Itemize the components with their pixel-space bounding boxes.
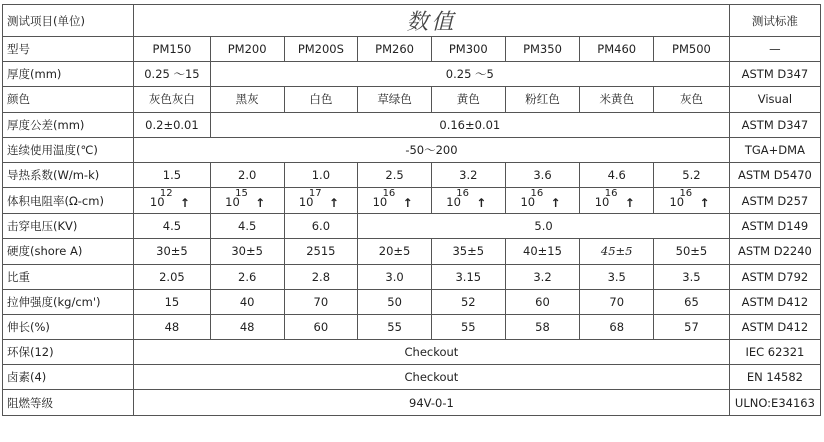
exponent-base: 10: [225, 195, 240, 210]
row-label: 卤素(4): [3, 365, 134, 390]
merged-value-cell: 0.16±0.01: [210, 112, 729, 137]
exponent-value: [593, 188, 641, 210]
breakdown-row: [3, 214, 821, 239]
merged-value-cell: 0.25 ～5: [210, 62, 729, 87]
value-cell: 2.5: [358, 162, 432, 187]
value-cell: 灰色: [654, 87, 730, 112]
row-label: 型号: [3, 37, 134, 62]
standard-cell: ULNO:E34163: [729, 390, 820, 415]
value-cell: 20±5: [358, 239, 432, 264]
value-cell: 30±5: [134, 239, 211, 264]
standard-cell: —: [729, 37, 820, 62]
value-cell: [134, 188, 211, 214]
value-cell: 58: [505, 314, 580, 339]
temperature-row: [3, 137, 821, 162]
value-cell: 2.8: [284, 264, 358, 289]
exponent-value: [667, 188, 715, 210]
merged-value-cell: Checkout: [134, 365, 730, 390]
hardness-row: [3, 239, 821, 264]
spec-table: [2, 4, 821, 416]
value-cell: [210, 188, 284, 214]
value-cell: [284, 188, 358, 214]
standard-cell: ASTM D412: [729, 289, 820, 314]
value-cell: 3.5: [580, 264, 654, 289]
standard-cell: ASTM D149: [729, 214, 820, 239]
value-cell: [580, 188, 654, 214]
value-cell: 4.5: [210, 214, 284, 239]
model-cell: PM260: [358, 37, 432, 62]
row-label: 拉伸强度(kg/cm'): [3, 289, 134, 314]
standard-cell: ASTM D347: [729, 62, 820, 87]
value-cell: 40: [210, 289, 284, 314]
value-cell: 黄色: [431, 87, 505, 112]
value-cell: 60: [505, 289, 580, 314]
env-row: [3, 340, 821, 365]
row-label: 颜色: [3, 87, 134, 112]
merged-value-cell: Checkout: [134, 340, 730, 365]
up-arrow-icon: ↑: [699, 196, 710, 211]
exponent-power: 12: [159, 188, 173, 200]
up-arrow-icon: ↑: [476, 196, 487, 211]
exponent-power: 16: [456, 188, 469, 200]
exponent-base: 10: [372, 195, 388, 210]
row-label: 连续使用温度(℃): [3, 137, 134, 162]
model-cell: PM200: [210, 37, 284, 62]
density-row: [3, 264, 821, 289]
value-cell: 35±5: [431, 239, 505, 264]
exponent-power: 15: [235, 188, 248, 200]
value-cell: 4.5: [134, 214, 211, 239]
exponent-base: 10: [594, 195, 610, 210]
up-arrow-icon: ↑: [402, 196, 413, 211]
row-label: 厚度公差(mm): [3, 112, 134, 137]
row-label: 比重: [3, 264, 134, 289]
value-cell: 草绿色: [358, 87, 432, 112]
value-cell: 50±5: [654, 239, 730, 264]
value-cell: 3.6: [505, 162, 580, 187]
item-header: 测试项目(单位): [3, 5, 134, 37]
value-cell: [505, 188, 580, 214]
value-cell: 粉红色: [505, 87, 580, 112]
value-cell: 2.0: [210, 162, 284, 187]
row-label: 体积电阻率(Ω-cm): [3, 188, 134, 214]
value-cell: 白色: [284, 87, 358, 112]
tolerance-row: [3, 112, 821, 137]
standard-cell: Visual: [729, 87, 820, 112]
exponent-value: [148, 188, 196, 210]
standard-cell: ASTM D792: [729, 264, 820, 289]
exponent-base: 10: [298, 195, 314, 210]
row-label: 环保(12): [3, 340, 134, 365]
value-cell: 70: [284, 289, 358, 314]
value-cell: [358, 188, 432, 214]
value-cell: 65: [654, 289, 730, 314]
standard-header: 测试标准: [729, 5, 820, 37]
exponent-power: 16: [382, 188, 396, 200]
value-cell: 2515: [284, 239, 358, 264]
standard-cell: ASTM D5470: [729, 162, 820, 187]
halogen-row: [3, 365, 821, 390]
value-cell: 48: [210, 314, 284, 339]
value-cell: 米黄色: [580, 87, 654, 112]
value-cell: 4.6: [580, 162, 654, 187]
exponent-base: 10: [149, 195, 165, 210]
merged-value-cell: 94V-0-1: [134, 390, 730, 415]
row-label: 厚度(mm): [3, 62, 134, 87]
value-cell: 57: [654, 314, 730, 339]
model-cell: PM300: [431, 37, 505, 62]
value-cell: 0.25 ～15: [134, 62, 211, 87]
model-cell: PM350: [505, 37, 580, 62]
value-cell: 3.5: [654, 264, 730, 289]
exponent-value: [223, 188, 271, 210]
model-cell: PM150: [134, 37, 211, 62]
up-arrow-icon: ↑: [179, 196, 190, 211]
standard-cell: ASTM D257: [729, 188, 820, 214]
value-cell: 3.2: [431, 162, 505, 187]
value-cell: 0.2±0.01: [134, 112, 211, 137]
up-arrow-icon: ↑: [255, 196, 266, 211]
value-cell: 52: [431, 289, 505, 314]
value-cell: 6.0: [284, 214, 358, 239]
exponent-value: [518, 188, 566, 210]
values-title: 数值: [134, 5, 730, 37]
exponent-power: 17: [308, 188, 322, 200]
value-cell: 30±5: [210, 239, 284, 264]
value-cell: 黑灰: [210, 87, 284, 112]
exponent-base: 10: [520, 195, 536, 210]
row-label: 伸长(%): [3, 314, 134, 339]
value-cell: 2.6: [210, 264, 284, 289]
exponent-value: [444, 188, 492, 210]
value-cell: 40±15: [505, 239, 580, 264]
up-arrow-icon: ↑: [550, 196, 561, 211]
model-cell: PM200S: [284, 37, 358, 62]
value-cell: 55: [358, 314, 432, 339]
value-cell: 50: [358, 289, 432, 314]
value-cell: 55: [431, 314, 505, 339]
elongation-row: [3, 314, 821, 339]
value-cell: 1.5: [134, 162, 211, 187]
up-arrow-icon: ↑: [624, 196, 635, 211]
resistivity-row: [3, 188, 821, 214]
value-cell: [654, 188, 730, 214]
merged-value-cell: 5.0: [358, 214, 730, 239]
value-cell: 48: [134, 314, 211, 339]
flame-row: [3, 390, 821, 415]
value-cell: [431, 188, 505, 214]
value-cell: 15: [134, 289, 211, 314]
model-row: [3, 37, 821, 62]
value-cell: 3.15: [431, 264, 505, 289]
standard-cell: ASTM D412: [729, 314, 820, 339]
row-label: 导热系数(W/m-k): [3, 162, 134, 187]
exponent-power: 16: [679, 188, 693, 200]
color-row: [3, 87, 821, 112]
tensile-row: [3, 289, 821, 314]
standard-cell: IEC 62321: [729, 340, 820, 365]
standard-cell: ASTM D347: [729, 112, 820, 137]
value-cell: 60: [284, 314, 358, 339]
merged-value-cell: -50～200: [134, 137, 730, 162]
standard-cell: EN 14582: [729, 365, 820, 390]
row-label: 硬度(shore A): [3, 239, 134, 264]
value-cell: 3.0: [358, 264, 432, 289]
value-cell: 68: [580, 314, 654, 339]
exponent-power: 16: [604, 188, 618, 200]
model-cell: PM500: [654, 37, 730, 62]
value-cell: 45±5: [580, 239, 654, 264]
thickness-row: [3, 62, 821, 87]
exponent-value: [297, 188, 345, 210]
exponent-power: 16: [530, 188, 544, 200]
model-cell: PM460: [580, 37, 654, 62]
value-cell: 2.05: [134, 264, 211, 289]
value-cell: 灰色灰白: [134, 87, 211, 112]
value-cell: 70: [580, 289, 654, 314]
row-label: 击穿电压(KV): [3, 214, 134, 239]
exponent-value: [371, 188, 419, 210]
value-cell: 5.2: [654, 162, 730, 187]
value-cell: 3.2: [505, 264, 580, 289]
conductivity-row: [3, 162, 821, 187]
exponent-base: 10: [669, 195, 685, 210]
value-cell: 1.0: [284, 162, 358, 187]
row-label: 阻燃等级: [3, 390, 134, 415]
exponent-base: 10: [446, 195, 461, 210]
up-arrow-icon: ↑: [328, 196, 339, 211]
standard-cell: TGA+DMA: [729, 137, 820, 162]
standard-cell: ASTM D2240: [729, 239, 820, 264]
header-row: [3, 5, 821, 37]
